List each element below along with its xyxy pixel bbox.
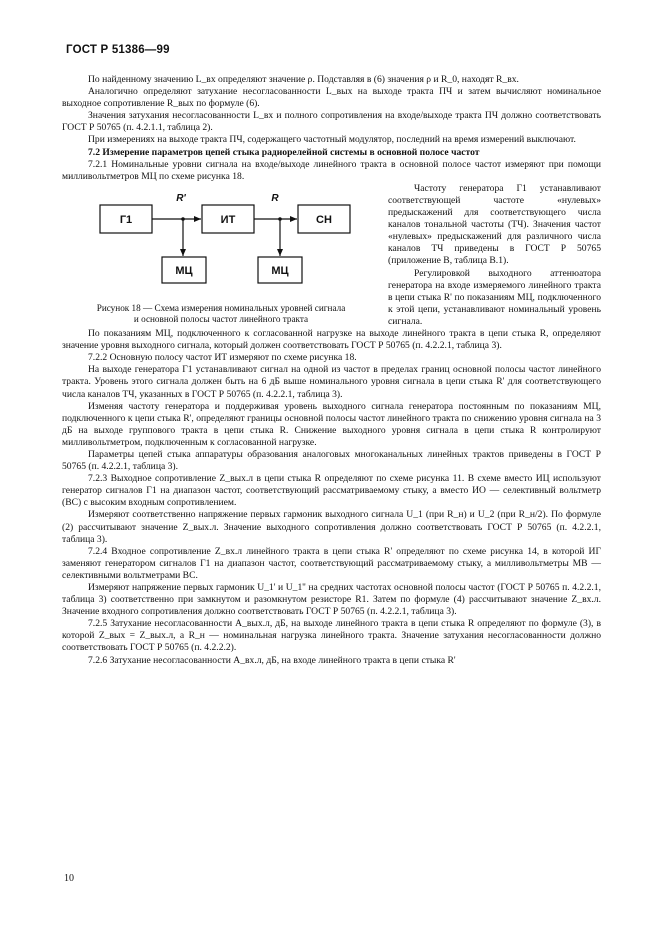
paragraph: 7.2.5 Затухание несогласованности A_вых.л, дБ, на выходе линейного тракта в цепи стыка R определяют по формуле (3), в которой Z_вых = Z_вых.л, а R_н — номинальная нагрузка линейного тракта. Значение затухания несогласованности должно соответствовать ГОСТ Р 50765 (п. 4.2.2.2). xyxy=(62,618,601,654)
paragraph: При измерениях на выходе тракта ПЧ, содержащего частотный модулятор, последний на время измерений выключают. xyxy=(88,134,576,146)
page-header: ГОСТ Р 51386—99 xyxy=(66,44,170,56)
caption-line: Рисунок 18 — Схема измерения номинальных уровней сигнала xyxy=(96,302,346,313)
paragraph: 7.2.6 Затухание несогласованности A_вх.л, дБ, на входе линейного тракта в цепи стыка R' xyxy=(88,654,456,666)
paragraph: Частоту генератора Г1 устанавливают соответствующей частоте «нулевых» предыскажений для соответствующего числа каналов тональной частоты (ТЧ). Значения частот «нулевых» предыскажений для различного числа каналов ТЧ приведены в ГОСТ Р 50765 (приложение В, таблица В.1). xyxy=(388,182,601,267)
paragraph: По найденному значению L_вх определяют значение ρ. Подставляя в (6) значения ρ и R_0, находят R_вх. xyxy=(88,74,519,85)
figure-section xyxy=(62,183,601,328)
junction-dot-right xyxy=(278,217,282,221)
paragraph: Измеряют соответственно напряжение первых гармоник выходного сигнала U_1 (при R_н) и U_2 (при R_н/2). По формуле (2) рассчитывают значение Z_вых.л. Значение выходного сопротивления должно соответствовать ГОСТ Р 50765 (п. 4.2.2.1, таблица 3). xyxy=(62,509,601,545)
paragraph: Изменяя частоту генератора и поддерживая уровень выходного сигнала генератора постоянным по показаниям МЦ, подключенного к цепи стыка R', определяют границы основной полосы частот линейного тракта по снижению уровня сигнала на 3 дБ на выходе группового тракта в цепи стыка R. Снижение выходного уровня сигнала в цепи стыка R контролируют милливольтметром, подключенным к согласованной нагрузке. xyxy=(62,400,601,448)
paragraph: Параметры цепей стыка аппаратуры образования аналоговых многоканальных линейных трактов приведены в ГОСТ Р 50765 (п. 4.2.2.1, таблица 3). xyxy=(62,448,601,473)
paragraph: На выходе генератора Г1 устанавливают сигнал на одной из частот в пределах границ основной полосы частот линейного тракта. Уровень этого сигнала должен быть на 6 дБ выше номинального уровня сигнала в цепи стыка R' для соответствующего числа каналов ТЧ, указанных в ГОСТ Р 50765 (п. 4.2.2.1, таблица 3). xyxy=(62,364,601,400)
page-number: 10 xyxy=(64,873,74,884)
caption-line: и основной полосы частот линейного тракта xyxy=(133,314,309,325)
body-text xyxy=(62,74,601,667)
sn-label: СН xyxy=(316,213,332,226)
r-label: R xyxy=(271,192,279,204)
paragraph: 7.2.1 Номинальные уровни сигнала на входе/выходе линейного тракта в основной полосе частот измеряют при помощи милливольтметров МЦ по схеме рисунка 18. xyxy=(62,158,601,182)
paragraph: Измеряют напряжение первых гармоник U_1' и U_1'' на средних частотах основной полосы частот (ГОСТ Р 50765 п. 4.2.2.1, таблица 3) соответственно при замкнутом и разомкнутом резисторе R1. Затем по формуле (4) рассчитывают значение Z_вх.л. Значение входного сопротивления должно соответствовать ГОСТ Р 50765 (п. 4.2.2.1, таблица 3). xyxy=(62,582,601,618)
g1-label: Г1 xyxy=(119,213,133,226)
section-heading: 7.2 Измерение параметров цепей стыка радиорелейной системы в основной полосе частот xyxy=(88,146,480,158)
figure-18 xyxy=(62,183,380,328)
paragraph: 7.2.3 Выходное сопротивление Z_вых.л в цепи стыка R определяют по схеме рисунка 11. В схеме вместо ИЦ используют генератор сигналов Г1 на диапазон частот, соответствующий рассматриваемому стыку, а вместо ИО — селективный вольтметр (ВС) с высоким входным сопротивлением. xyxy=(62,473,601,509)
paragraph: 7.2.2 Основную полосу частот ИТ измеряют по схеме рисунка 18. xyxy=(88,352,357,364)
paragraph: Регулировкой выходного аттенюатора генератора на входе измеряемого линейного тракта в цепи стыка R' по показаниям МЦ, подключенного к этой цепи, устанавливают номинальный уровень сигнала. xyxy=(388,267,601,327)
paragraph: 7.2.4 Входное сопротивление Z_вх.л линейного тракта в цепи стыка R' определяют по схеме рисунка 14, в которой ИГ заменяют генератором сигналов Г1 на диапазон частот, соответствующий рассматриваемому стыку, а милливольтметры МВ — селективными вольтметрами ВС. xyxy=(62,545,601,581)
paragraph: Аналогично определяют затухание несогласованности L_вых на выходе тракта ПЧ и затем вычисляют номинальное выходное сопротивление R_вых по формуле (6). xyxy=(62,86,601,110)
schematic-diagram xyxy=(62,183,380,301)
it-label: ИТ xyxy=(220,213,236,226)
paragraph: Значения затухания несогласованности L_вх и полного сопротивления на входе/выходе тракта ПЧ должно соответствовать ГОСТ Р 50765 (п. 4.2.1.1, таблица 2). xyxy=(62,110,601,134)
paragraph: По показаниям МЦ, подключенного к согласованной нагрузке на выходе линейного тракта в цепи стыка R, определяют значение уровня выходного сигнала, который должен соответствовать ГОСТ Р 50765 (п. 4.2.2.1, таблица 3). xyxy=(62,328,601,352)
junction-dot-left xyxy=(181,217,185,221)
r-prime-label: R' xyxy=(176,192,186,204)
mc-left-label: МЦ xyxy=(175,264,193,277)
figure-caption xyxy=(62,303,380,326)
mc-right-label: МЦ xyxy=(271,264,289,277)
